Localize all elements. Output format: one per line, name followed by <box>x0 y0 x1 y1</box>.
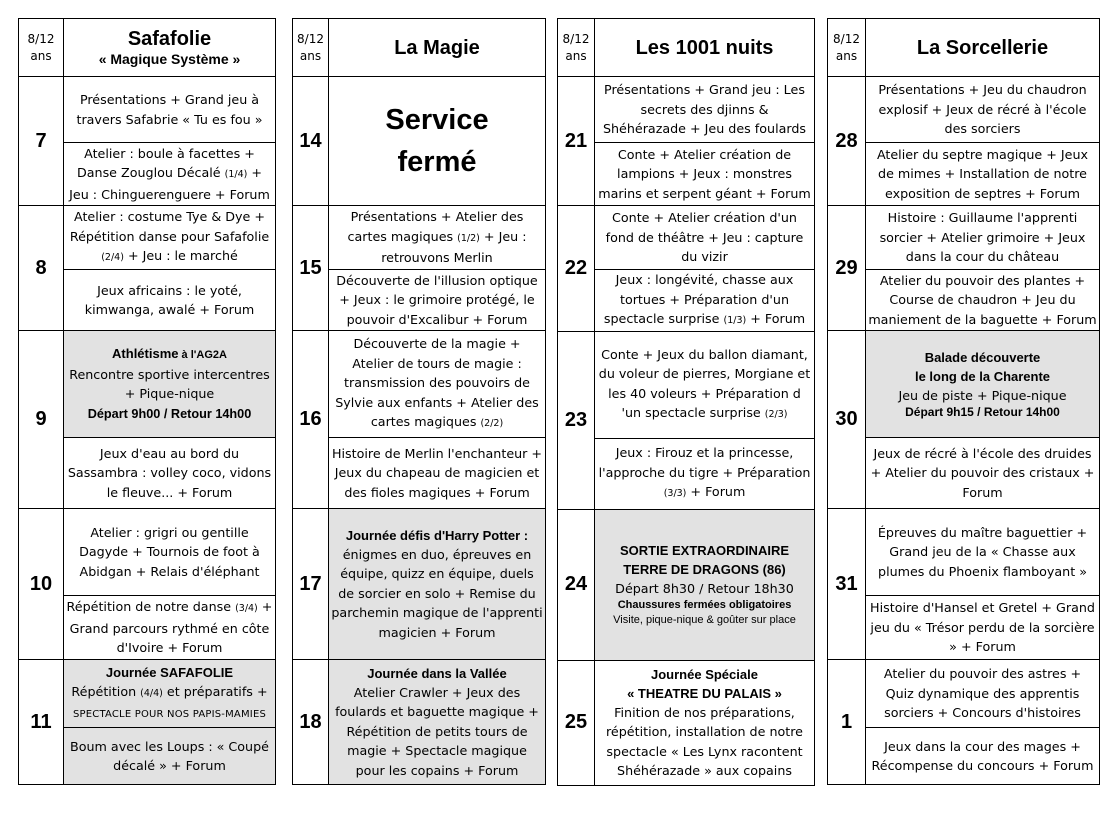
activity-afternoon: Histoire d'Hansel et Gretel + Grand jeu du « Trésor perdu de la sorcière » + Forum <box>866 596 1100 660</box>
day-number: 1 <box>828 660 866 785</box>
activity-morning: Conte + Atelier création d'un fond de théâtre + Jeu : capture du vizir <box>595 206 815 270</box>
activity-afternoon: Jeux de récré à l'école des druides + Atelier du pouvoir des cristaux + Forum <box>866 438 1100 509</box>
outing-title: Athlétisme à l'AG2A <box>112 345 227 361</box>
day-number: 31 <box>828 509 866 660</box>
outing-detail: Visite, pique-nique & goûter sur place <box>613 614 796 627</box>
activity-afternoon: Jeux : longévité, chasse aux tortues + Préparation d'un spectacle surprise (1/3) + Forum <box>595 270 815 332</box>
day-number: 16 <box>293 331 329 509</box>
activity-morning: Atelier : costume Tye & Dye + Répétition danse pour Safafolie (2/4) + Jeu : le marché <box>64 206 276 270</box>
activity-morning: Histoire : Guillaume l'apprenti sorcier + Atelier grimoire + Jeux dans la cour du château <box>866 206 1100 270</box>
activity-afternoon: Répétition de notre danse (3/4) + Grand parcours rythmé en côte d'Ivoire + Forum <box>64 596 276 660</box>
service-closed-notice: Service fermé <box>329 77 546 206</box>
week-title: Safafolie <box>127 27 212 50</box>
day-number: 28 <box>828 77 866 206</box>
age-label: 8/12 ans <box>558 19 595 77</box>
day-number: 15 <box>293 206 329 331</box>
activity-afternoon: Jeux africains : le yoté, kimwanga, awalé + Forum <box>64 270 276 331</box>
day-number: 23 <box>558 331 595 509</box>
activity-morning: Atelier : grigri ou gentille Dagyde + Tournois de foot à Abidgan + Relais d'éléphant <box>64 509 276 596</box>
activity-morning: Conte + Jeux du ballon diamant, du voleur de pierres, Morgiane et les 40 voleurs + Préparation d 'un spectacle surprise (2/3) <box>595 331 815 438</box>
activity-afternoon: Jeux d'eau au bord du Sassambra : volley coco, vidons le fleuve... + Forum <box>64 438 276 509</box>
day-number: 10 <box>19 509 64 660</box>
special-day-title: Journée SAFAFOLIE <box>105 664 234 680</box>
day-number: 17 <box>293 509 329 660</box>
activity-full-day <box>329 660 546 785</box>
day-number: 11 <box>19 660 64 785</box>
outing-schedule: Départ 9h15 / Retour 14h00 <box>905 405 1060 420</box>
activity-outing <box>595 509 815 660</box>
activity-morning: Découverte de la magie + Atelier de tours de magie : transmission des pouvoirs de Sylvie aux enfants + Atelier des cartes magiques (2/2) <box>329 331 546 438</box>
day-number: 29 <box>828 206 866 331</box>
outing-detail: Rencontre sportive intercentres + Pique-nique <box>69 366 270 402</box>
special-day-note: SPECTACLE POUR NOS PAPIS-MAMIES <box>72 709 267 720</box>
week-table-la-sorcellerie <box>827 18 1100 785</box>
outing-title-secondary: TERRE DE DRAGONS (86) <box>623 561 786 577</box>
full-day-title: Journée défis d'Harry Potter : <box>345 527 529 543</box>
activity-full-day <box>595 660 815 785</box>
activity-morning: Atelier du pouvoir des astres + Quiz dynamique des apprentis sorciers + Concours d'histoires <box>866 660 1100 728</box>
activity-full-day <box>329 509 546 660</box>
activity-afternoon: Jeux dans la cour des mages + Récompense du concours + Forum <box>866 728 1100 785</box>
day-number: 14 <box>293 77 329 206</box>
outing-detail: Jeu de piste + Pique-nique <box>898 387 1067 403</box>
day-number: 24 <box>558 509 595 660</box>
activity-morning: Présentations + Jeu du chaudron explosif + Jeux de récré à l'école des sorciers <box>866 77 1100 143</box>
day-number: 9 <box>19 331 64 509</box>
day-number: 21 <box>558 77 595 206</box>
day-number: 7 <box>19 77 64 206</box>
age-label: 8/12 ans <box>828 19 866 77</box>
activity-afternoon: Atelier : boule à facettes + Danse Zouglou Décalé (1/4) + Jeu : Chinguerenguere + Forum <box>64 143 276 206</box>
outing-requirement: Chaussures fermées obligatoires <box>617 599 792 612</box>
day-number: 18 <box>293 660 329 785</box>
activity-afternoon: Atelier du septre magique + Jeux de mimes + Installation de notre exposition de septres + Forum <box>866 143 1100 206</box>
day-number: 30 <box>828 331 866 509</box>
activity-special-day: Journée SAFAFOLIE Répétition (4/4) et préparatifs + SPECTACLE POUR NOS PAPIS-MAMIES <box>64 660 276 728</box>
activity-morning: Présentations + Grand jeu à travers Safabrie « Tu es fou » <box>64 77 276 143</box>
outing-schedule: Départ 9h00 / Retour 14h00 <box>87 406 252 421</box>
activity-morning: Épreuves du maître baguettier + Grand jeu de la « Chasse aux plumes du Phoenix flamboyant » <box>866 509 1100 596</box>
outing-title: Balade découverte <box>924 349 1041 365</box>
outing-schedule: Départ 8h30 / Retour 18h30 <box>615 580 794 596</box>
week-title: La Sorcellerie <box>866 19 1100 77</box>
week-table-1001-nuits <box>557 18 815 786</box>
day-number: 25 <box>558 660 595 785</box>
full-day-text: énigmes en duo, épreuves en équipe, quizz en équipe, duels de sorcier en solo + Remise du parchemin magique de l'apprenti magicien + Forum <box>331 546 543 640</box>
week-table-la-magie <box>292 18 546 785</box>
day-number: 22 <box>558 206 595 332</box>
outing-title: SORTIE EXTRAORDINAIRE <box>619 542 789 558</box>
full-day-subtitle: « THEATRE DU PALAIS » <box>627 685 782 701</box>
full-day-text: Finition de nos préparations, répétition, installation de notre spectacle « Les Lynx racontent Shéhérazade » aux copains <box>606 704 803 778</box>
activity-afternoon: Histoire de Merlin l'enchanteur + Jeux du chapeau de magicien et des fioles magiques + Forum <box>329 438 546 509</box>
full-day-title: Journée dans la Vallée <box>367 665 507 681</box>
activity-morning: Présentations + Grand jeu : Les secrets des djinns & Shéhérazade + Jeu des foulards <box>595 77 815 143</box>
full-day-title: Journée Spéciale <box>651 666 758 682</box>
week-table-safafolie <box>18 18 276 785</box>
activity-afternoon: Conte + Atelier création de lampions + Jeux : monstres marins et serpent géant + Forum <box>595 143 815 206</box>
outing-title-secondary: le long de la Charente <box>914 368 1051 384</box>
activity-afternoon: Atelier du pouvoir des plantes + Course de chaudron + Jeu du maniement de la baguette + Forum <box>866 270 1100 331</box>
week-title: La Magie <box>329 19 546 77</box>
age-label: 8/12 ans <box>293 19 329 77</box>
activity-afternoon: Jeux : Firouz et la princesse, l'approche du tigre + Préparation (3/3) + Forum <box>595 438 815 509</box>
activity-afternoon: Boum avec les Loups : « Coupé décalé » + Forum <box>64 728 276 785</box>
activity-outing <box>64 331 276 438</box>
week-title: Les 1001 nuits <box>595 19 815 77</box>
week-header <box>64 19 276 77</box>
full-day-text: Atelier Crawler + Jeux des foulards et baguette magique + Répétition de petits tours de magie + Spectacle magique pour les copains + Forum <box>335 684 539 778</box>
week-subtitle: « Magique Système » <box>98 50 241 67</box>
day-number: 8 <box>19 206 64 331</box>
activity-afternoon: Découverte de l'illusion optique + Jeux : le grimoire protégé, le pouvoir d'Excalibur + Forum <box>329 270 546 331</box>
age-label: 8/12 ans <box>19 19 64 77</box>
activity-morning: Présentations + Atelier des cartes magiques (1/2) + Jeu : retrouvons Merlin <box>329 206 546 270</box>
activity-outing <box>866 331 1100 438</box>
